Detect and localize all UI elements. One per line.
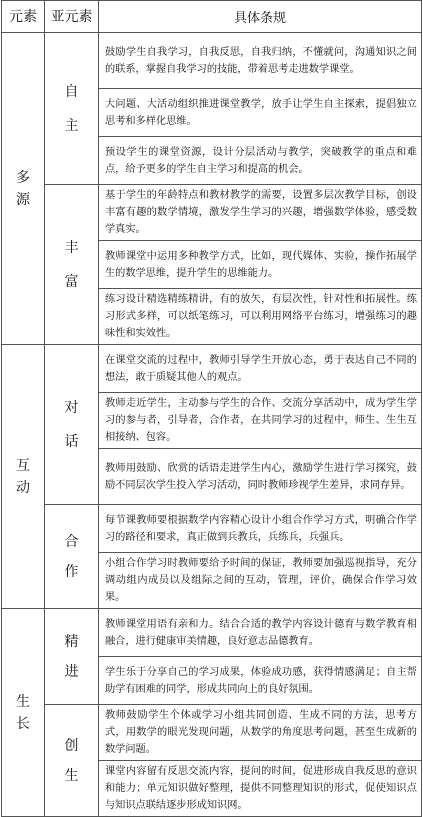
rule-cell: 小组合作学习时教师要给予时间的保证，教师要加强巡视指导，充分调动组内成员以及组际之间的互动，管理，评价，确保合作学习效果。: [99, 553, 422, 609]
sub-element-label: 精进: [64, 633, 79, 680]
element-label: 生长: [16, 693, 30, 732]
sub-element-cell: [45, 185, 99, 345]
header-element: 元素: [2, 1, 45, 33]
rule-cell: 在课堂交流的过程中，教师引导学生开放心态，勇于表达自己不同的想法，敢于质疑其他人的观点。: [99, 345, 422, 393]
sub-element-label: 创生: [64, 737, 79, 784]
sub-element-cell: [45, 33, 99, 185]
rule-cell: 大问题、大活动组织推进课堂教学，放手让学生自主探索，提倡独立思考和多样化思维。: [99, 89, 422, 137]
table-row: [2, 609, 422, 657]
sub-element-label: 丰富: [64, 239, 79, 290]
sub-element-cell: [45, 505, 99, 609]
sub-element-cell: [45, 345, 99, 505]
table-row: [2, 345, 422, 393]
element-cell: [2, 345, 45, 609]
rule-cell: 学生乐于分享自己的学习成果，体验成功感，获得情感满足；自主帮助学有困难的同学，形成共同向上的良好氛围。: [99, 657, 422, 705]
header-sub-element: 亚元素: [45, 1, 99, 33]
element-label: 多源: [16, 169, 30, 208]
rule-cell: 教师用鼓励、欣赏的话语走进学生内心，激励学生进行学习探究，鼓励不同层次学生投入学习活动，同时教师珍视学生差异，求同存异。: [99, 449, 422, 505]
rule-cell: 练习设计精选精练精讲，有的放矢，有层次性，针对性和拓展性。练习形式多样，可以纸笔练习，可以利用网络平台练习，增强练习的趣味性和实效性。: [99, 289, 422, 345]
table-row: [2, 185, 422, 241]
sub-element-label: 对话: [64, 399, 79, 450]
rule-cell: 鼓励学生自我学习，自我反思，自我归纳，不懂就问，沟通知识之间的联系，掌握自我学习的技能，带着思考走进数学课堂。: [99, 33, 422, 89]
header-row: [2, 1, 422, 33]
rule-cell: 教师课堂中运用多种教学方式，比如，现代媒体、实验，操作拓展学生的数学思维，提升学生的思维能力。: [99, 241, 422, 289]
rule-cell: 预设学生的课堂资源，设计分层活动与教学，突破教学的重点和难点，给予更多的学生自主学习和提高的机会。: [99, 137, 422, 185]
rule-cell: 每节课教师要根据数学内容精心设计小组合作学习方式，明确合作学习的路径和要求，真正做到兵教兵，兵练兵，兵强兵。: [99, 505, 422, 553]
element-cell: [2, 609, 45, 817]
sub-element-label: 自主: [64, 83, 79, 134]
sub-element-cell: [45, 609, 99, 705]
header-rule: 具体条规: [99, 1, 422, 33]
table-row: [2, 705, 422, 761]
rule-cell: 教师鼓励学生个体或学习小组共同创造、生成不同的方法，思考方式，用数学的眼光发现问题，从数学的角度思考问题，甚至生成新的数学问题。: [99, 705, 422, 761]
rule-cell: 课堂内容留有反思交流内容，提问的时间，促进形成自我反思的意识和能力；单元知识做好整理，提供不同整理知识的形式，促使知识点与知识点联结逐步形成知识网。: [99, 761, 422, 817]
element-cell: [2, 33, 45, 345]
rule-cell: 基于学生的年龄特点和教材教学的需要，设置多层次教学目标，创设丰富有趣的数学情境，激发学生学习的兴趣，增强数学体验，感受数学真实。: [99, 185, 422, 241]
rule-cell: 教师走近学生，主动参与学生的合作、交流分享活动中，成为学生学习的参与者，引导者，合作者，在共同学习的过程中，师生、生生互相接纳、包容。: [99, 393, 422, 449]
element-label: 互动: [16, 457, 30, 496]
sub-element-label: 合作: [64, 533, 79, 580]
standards-table: [1, 0, 422, 817]
table-row: [2, 33, 422, 89]
table-row: [2, 505, 422, 553]
rule-cell: 教师课堂用语有亲和力。结合合适的教学内容设计德育与数学教育相融合，进行健康审美情趣，良好意志品德教育。: [99, 609, 422, 657]
